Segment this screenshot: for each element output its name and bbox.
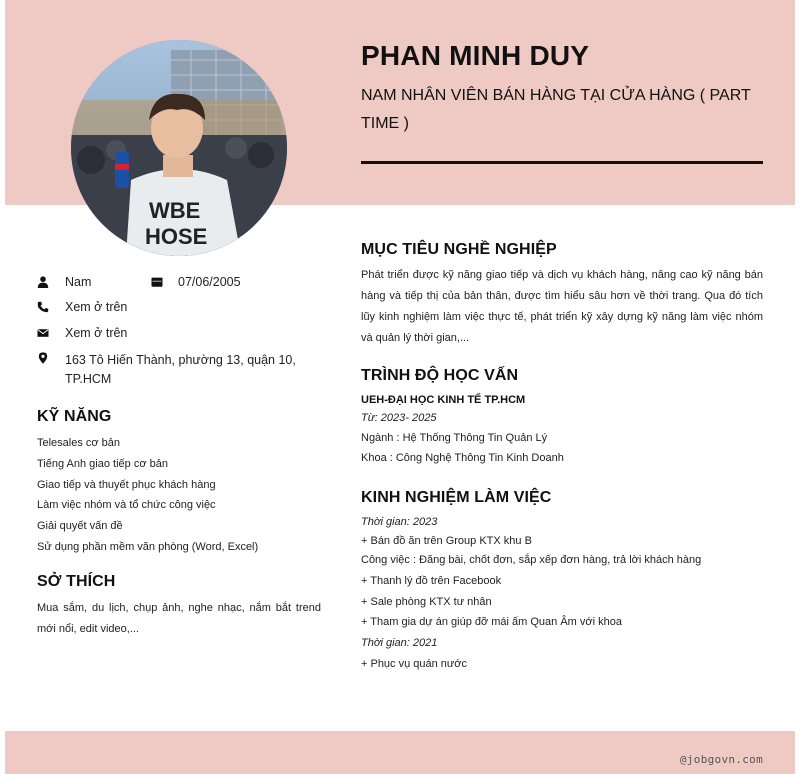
experience-title: KINH NGHIỆM LÀM VIỆC (361, 489, 552, 506)
education-title: TRÌNH ĐỘ HỌC VẤN (361, 367, 519, 384)
experience-item: Công việc : Đăng bài, chốt đơn, sắp xếp đơn hàng, trả lời khách hàng (361, 554, 702, 566)
birthday-text: 07/06/2005 (178, 275, 241, 289)
skill-item: Giải quyết vấn đề (37, 520, 123, 533)
hobbies-title: SỞ THÍCH (37, 573, 116, 590)
candidate-name: PHAN MINH DUY (361, 40, 590, 71)
experience-item: + Tham gia dự án giúp đỡ mái ấm Quan Âm với khoa (361, 616, 622, 628)
experience-period: Thời gian: 2023 (361, 516, 438, 528)
address-row (37, 351, 305, 389)
job-title: NAM NHÂN VIÊN BÁN HÀNG TẠI CỬA HÀNG ( PART TIME ) (361, 87, 751, 132)
skills-title: KỸ NĂNG (37, 408, 112, 425)
phone-text: Xem ở trên (65, 300, 128, 314)
footer-watermark: @jobgovn.com (679, 753, 763, 766)
experience-item: + Thanh lý đồ trên Facebook (361, 575, 502, 587)
gender-text: Nam (65, 275, 92, 289)
skill-item: Tiếng Anh giao tiếp cơ bản (37, 457, 168, 470)
gender-row (37, 275, 91, 289)
objective-title: MỤC TIÊU NGHỀ NGHIỆP (361, 241, 557, 258)
experience-item: + Bán đồ ăn trên Group KTX khu B (361, 535, 532, 547)
email-row (37, 326, 127, 340)
skill-item: Telesales cơ bản (37, 437, 121, 449)
email-text: Xem ở trên (65, 326, 128, 340)
title-divider (361, 161, 763, 164)
experience-item: + Phục vụ quán nước (361, 658, 468, 670)
phone-row (37, 300, 127, 314)
address-text: 163 Tô Hiến Thành, phường 13, quận 10, TP.HCM (65, 353, 296, 386)
birthday-row (151, 275, 241, 289)
avatar (71, 40, 287, 256)
footer-band (5, 731, 795, 774)
phone-icon (37, 301, 49, 313)
skill-item: Làm việc nhóm và tổ chức công việc (37, 499, 216, 512)
calendar-icon (151, 276, 162, 288)
experience-period: Thời gian: 2021 (361, 637, 438, 649)
education-major: Ngành : Hệ Thống Thông Tin Quản Lý (361, 432, 548, 444)
user-icon (37, 276, 49, 288)
education-faculty: Khoa : Công Nghệ Thông Tin Kinh Doanh (361, 452, 564, 464)
svg-text:WBE: WBE (149, 198, 201, 223)
education-period: Từ: 2023- 2025 (361, 412, 437, 424)
education-school: UEH-ĐẠI HỌC KINH TẾ TP.HCM (361, 394, 526, 406)
objective-text: Phát triển được kỹ năng giao tiếp và dịch vụ khách hàng, nâng cao kỹ năng bán hàng và tiếp thị của bản thân, được tìm hiểu sâu hơn về thời trang. Qua đó tích lũy kinh nghiệm làm việc thực tế, phát triển kỹ xây dựng kỹ năng làm việc nhóm và quản lý thời gian,... (361, 269, 763, 344)
hobbies-text: Mua sắm, du lịch, chụp ảnh, nghe nhạc, nắm bắt trend mới nổi, edit video,... (37, 602, 321, 635)
email-icon (37, 327, 49, 339)
cv-page (5, 0, 795, 774)
skill-item: Giao tiếp và thuyết phục khách hàng (37, 478, 216, 491)
experience-item: + Sale phòng KTX tư nhân (361, 596, 492, 608)
skills-list (37, 433, 327, 558)
location-icon (37, 352, 49, 364)
skill-item: Sử dụng phần mềm văn phòng (Word, Excel) (37, 540, 259, 553)
svg-text:HOSE: HOSE (145, 224, 208, 249)
